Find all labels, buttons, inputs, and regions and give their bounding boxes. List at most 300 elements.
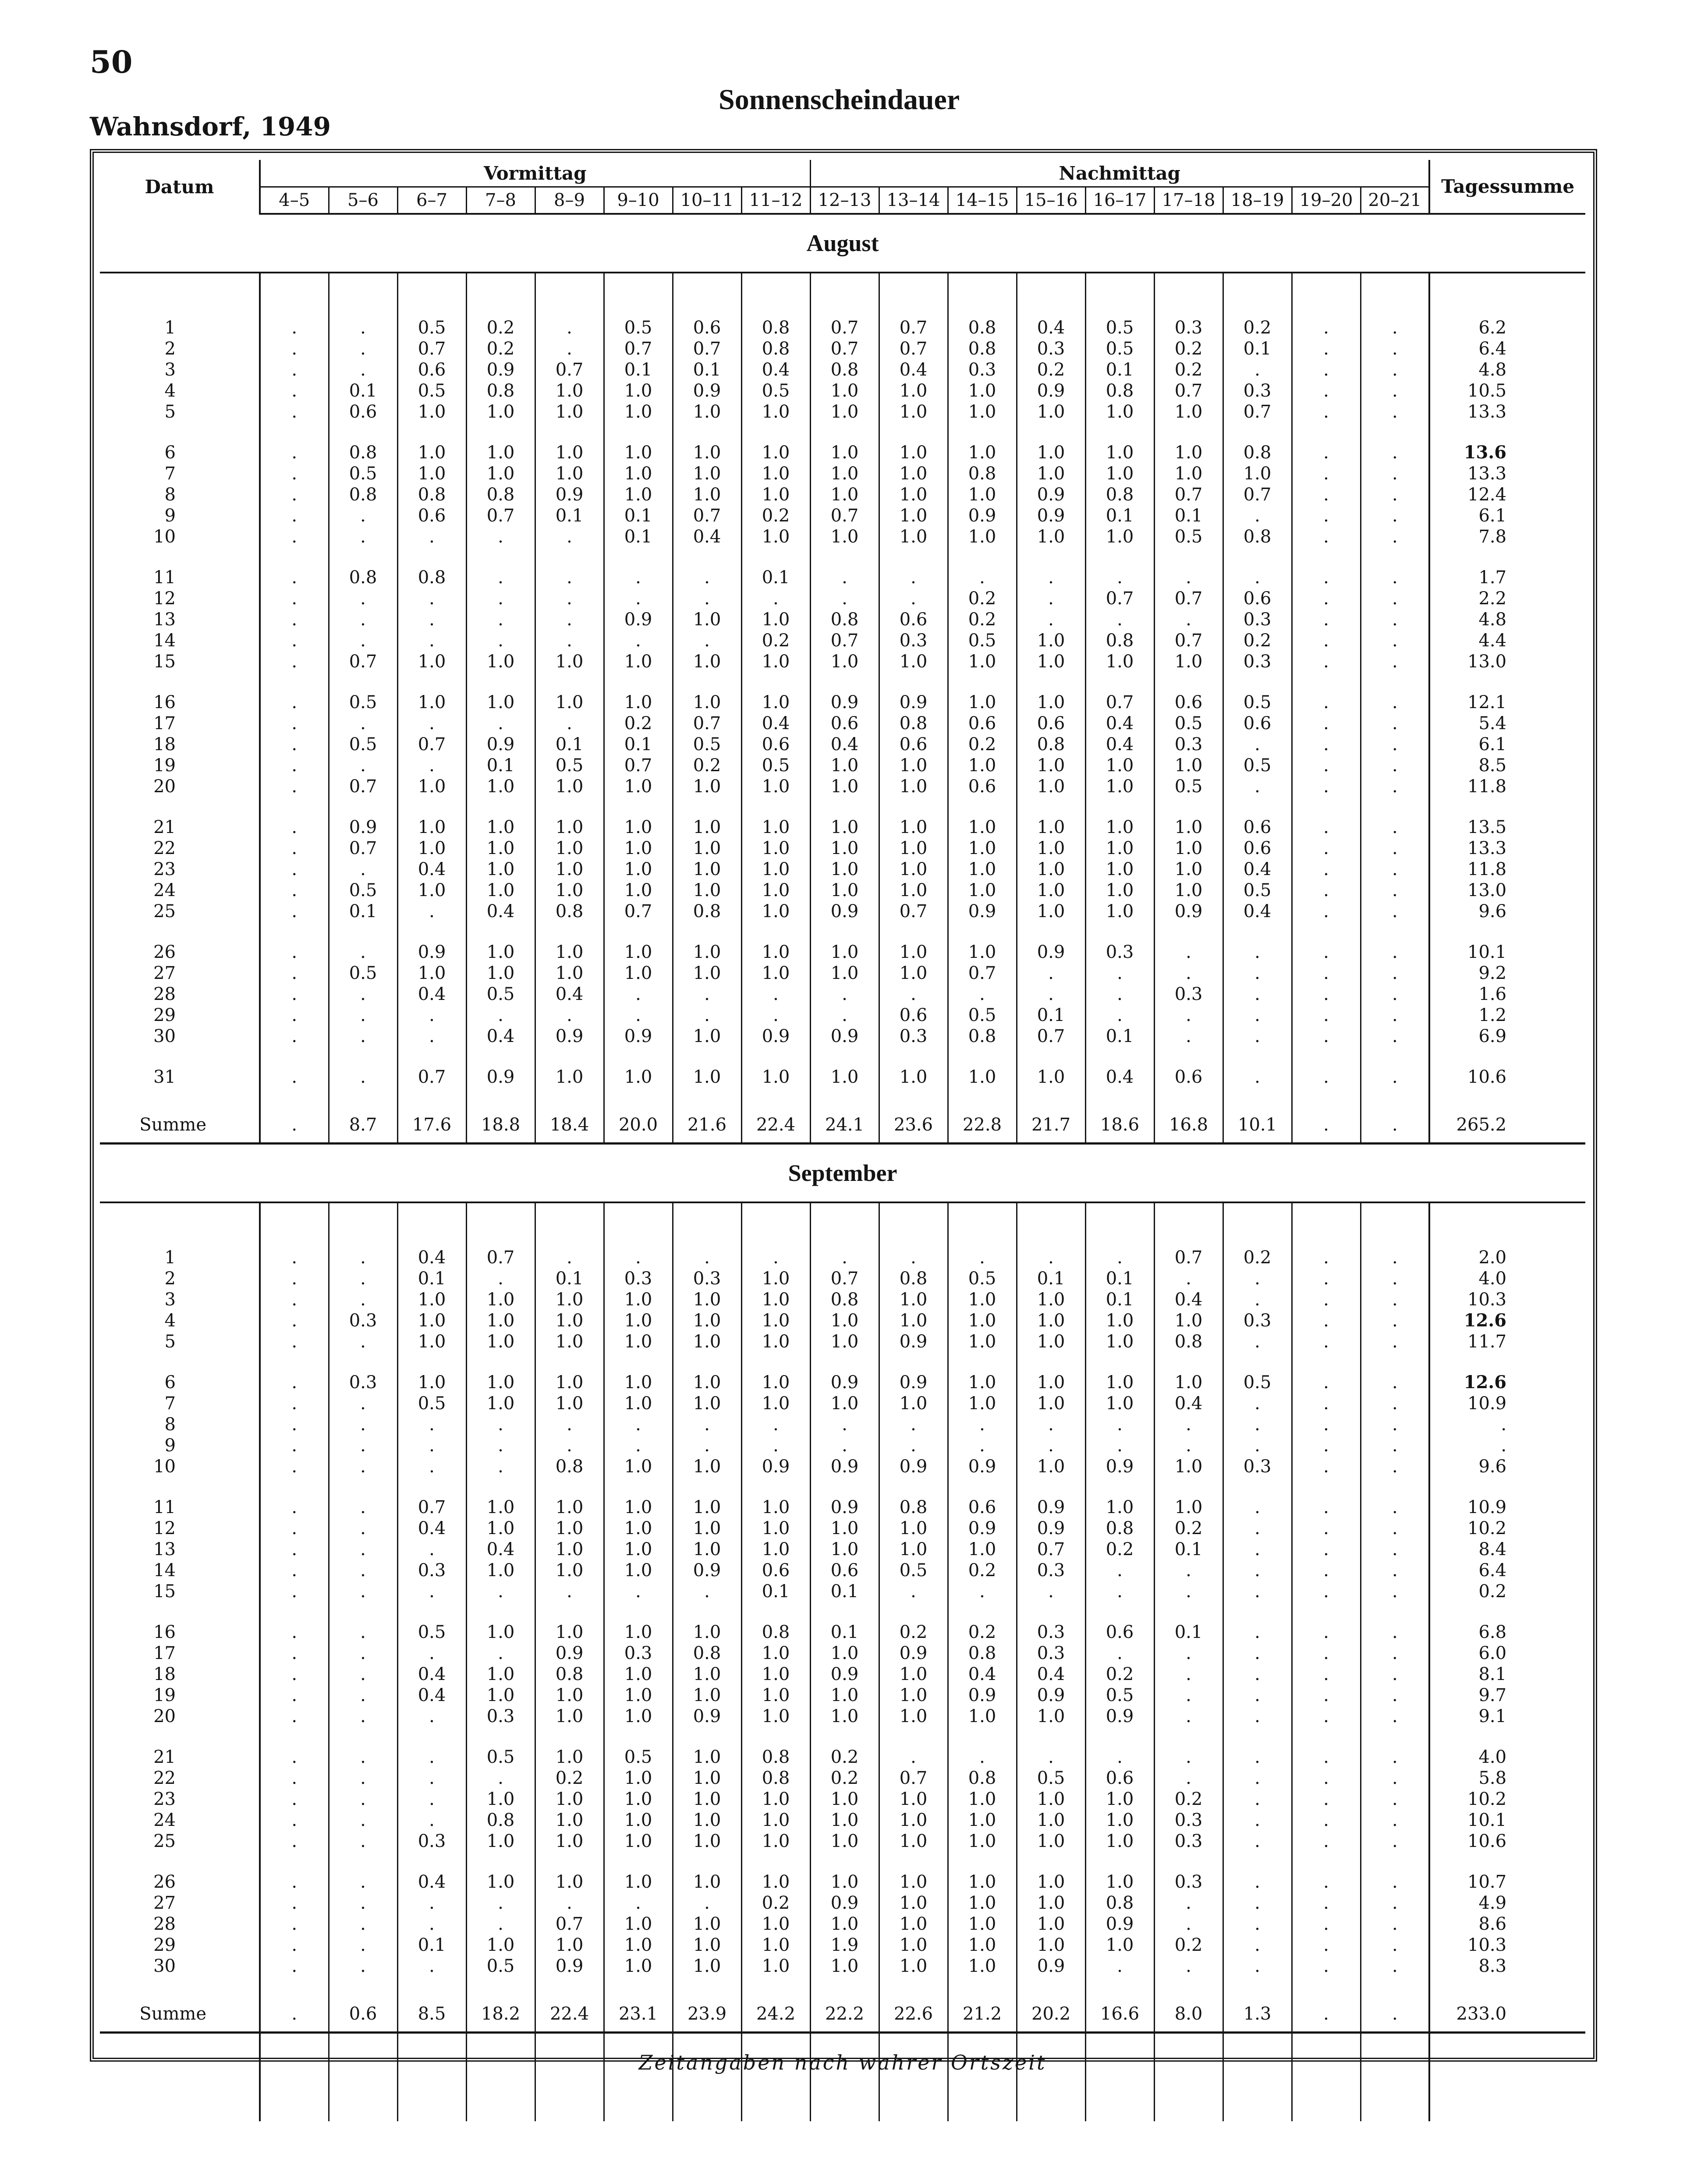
spacer-cell [1085,922,1154,942]
hour-value-cell: . [260,901,329,922]
hour-value-cell: . [604,1581,673,1602]
spacer-cell [466,422,535,442]
hour-header: 10–11 [673,187,741,214]
hour-value-cell: 0.9 [879,1372,948,1393]
hour-value-cell: 0.4 [1017,317,1085,338]
hour-value-cell: 0.7 [1085,692,1154,713]
hour-value-cell: . [673,1005,741,1026]
spacer-cell [329,797,397,817]
hour-value-cell: 0.9 [1085,1456,1154,1477]
hour-value-cell: 1.0 [810,1518,879,1539]
date-cell: 18 [100,1664,260,1685]
spacer-cell [879,1352,948,1372]
hour-value-cell: . [397,1768,466,1789]
hour-value-cell: . [1085,1247,1154,1268]
hour-value-cell: 0.3 [1154,734,1223,755]
hour-value-cell: . [1361,1289,1429,1310]
date-cell: 25 [100,901,260,922]
hour-value-cell: 1.0 [1154,463,1223,484]
spacer-cell [535,2033,604,2122]
hour-value-cell: . [466,713,535,734]
spacer-cell [466,547,535,567]
hour-value-cell: 1.0 [466,1497,535,1518]
table-row [100,734,1585,755]
hour-value-cell: 1.0 [1154,1497,1223,1518]
hour-value-cell: . [948,1247,1017,1268]
hour-value-cell: 0.5 [741,755,810,776]
spacer-cell [810,2033,879,2122]
hour-value-cell: 0.1 [1154,1539,1223,1560]
hour-value-cell: 1.0 [810,963,879,984]
hour-value-cell: . [1292,1289,1361,1310]
hour-value-cell: 0.1 [535,1268,604,1289]
date-cell: 3 [100,1289,260,1310]
hour-value-cell: 0.5 [948,1268,1017,1289]
hour-header: 16–17 [1085,187,1154,214]
hour-value-cell: . [1292,1518,1361,1539]
hour-value-cell: 0.3 [329,1310,397,1331]
spacer-cell [397,1088,466,1107]
hour-value-cell: 22.2 [810,1996,879,2033]
hour-value-cell: 0.9 [741,1456,810,1477]
hour-value-cell: . [1361,984,1429,1005]
hour-value-cell: . [329,1289,397,1310]
hour-value-cell: 1.0 [397,1372,466,1393]
hour-value-cell: 0.9 [604,1026,673,1047]
hour-value-cell: . [329,1685,397,1706]
hour-value-cell: . [1361,651,1429,672]
hour-value-cell: 1.0 [1154,880,1223,901]
hour-value-cell: 1.0 [741,942,810,963]
spacer-cell [1292,2033,1361,2122]
hour-value-cell: . [397,1414,466,1435]
hour-value-cell: 1.0 [810,817,879,838]
hour-value-cell: . [741,1247,810,1268]
date-cell: 6 [100,1372,260,1393]
hour-value-cell: 0.7 [604,901,673,922]
hour-value-cell: . [260,1810,329,1831]
hour-value-cell: 1.0 [673,1456,741,1477]
date-cell: 3 [100,359,260,380]
hour-value-cell: 0.2 [1154,359,1223,380]
spacer-cell [100,922,260,942]
hour-value-cell: 1.0 [535,880,604,901]
hour-value-cell: . [397,1539,466,1560]
spacer-cell [260,1352,329,1372]
hour-value-cell: 0.6 [741,1560,810,1581]
hour-value-cell: 1.0 [397,1289,466,1310]
spacer-cell [810,1202,879,1247]
spacer-cell [948,1602,1017,1622]
hour-value-cell: 0.8 [879,1268,948,1289]
hour-value-cell: . [329,1456,397,1477]
hour-value-cell: . [329,1581,397,1602]
spacer-cell [1429,1477,1585,1497]
hour-value-cell: 1.0 [741,1935,810,1956]
table-row [100,567,1585,588]
hour-value-cell: 1.0 [604,1456,673,1477]
hour-value-cell: 1.0 [673,1310,741,1331]
hour-value-cell: 0.4 [466,1539,535,1560]
hour-value-cell: . [329,526,397,547]
hour-value-cell: . [1085,1414,1154,1435]
spacer-cell [260,1047,329,1067]
hour-value-cell: . [1292,901,1361,922]
hour-value-cell: 0.6 [948,776,1017,797]
hour-value-cell: 1.0 [741,1289,810,1310]
hour-value-cell: . [1292,1685,1361,1706]
hour-value-cell: 1.0 [948,442,1017,463]
hour-value-cell: 1.0 [741,1706,810,1727]
hour-value-cell: 23.9 [673,1996,741,2033]
hour-value-cell: 1.0 [604,692,673,713]
hour-value-cell: 1.0 [535,776,604,797]
hour-value-cell: 1.0 [1085,1810,1154,1831]
hour-value-cell: . [673,588,741,609]
hour-value-cell: 1.0 [879,1393,948,1414]
hour-value-cell: 0.9 [1085,1706,1154,1727]
spacer-cell [1292,672,1361,692]
day-total-cell: 13.0 [1429,880,1585,901]
day-total-cell: 10.1 [1429,942,1585,963]
spacer-cell [329,422,397,442]
day-total-cell: 10.5 [1429,380,1585,401]
spacer-cell [260,1727,329,1747]
hour-value-cell: . [1017,609,1085,630]
hour-value-cell: . [1223,1871,1292,1893]
hour-value-cell: 0.5 [673,734,741,755]
hour-value-cell: . [1292,1581,1361,1602]
day-total-cell: 13.3 [1429,463,1585,484]
spacer-cell [673,1088,741,1107]
table-row [100,1935,1585,1956]
date-cell: 9 [100,505,260,526]
hour-value-cell: 0.2 [604,713,673,734]
spacer-cell [260,1088,329,1107]
hour-value-cell: . [1361,692,1429,713]
hour-value-cell: 1.0 [673,776,741,797]
hour-value-cell: . [1154,1706,1223,1727]
hour-value-cell: 0.1 [1154,505,1223,526]
hour-value-cell: 1.0 [673,651,741,672]
day-total-cell: 10.9 [1429,1393,1585,1414]
table-row [100,1810,1585,1831]
hour-value-cell: . [1361,776,1429,797]
hour-value-cell: . [397,630,466,651]
hour-value-cell: 16.8 [1154,1107,1223,1144]
station-label: Wahnsdorf, 1949 [90,112,331,142]
hour-value-cell: . [1292,609,1361,630]
hour-value-cell: . [260,859,329,880]
header-row-groups [100,160,1585,187]
hour-value-cell: 1.0 [673,1372,741,1393]
hour-value-cell: 1.0 [466,942,535,963]
spacer-row [100,1088,1585,1107]
hour-value-cell: . [329,1414,397,1435]
spacer-cell [100,422,260,442]
hour-value-cell: . [1361,734,1429,755]
hour-value-cell: . [260,317,329,338]
table-row [100,838,1585,859]
spacer-cell [673,2033,741,2122]
hour-value-cell: 1.0 [1085,651,1154,672]
spacer-cell [948,1727,1017,1747]
hour-value-cell: 1.0 [810,1956,879,1977]
hour-value-cell: 1.0 [535,963,604,984]
hour-value-cell: . [397,526,466,547]
hour-value-cell: 0.3 [879,1026,948,1047]
hour-value-cell: . [1223,1560,1292,1581]
hour-value-cell: . [329,1831,397,1852]
hour-value-cell: . [810,984,879,1005]
hour-value-cell: 1.0 [1017,1893,1085,1914]
month-name: September [100,1144,1585,1203]
hour-value-cell: 0.2 [1017,359,1085,380]
hour-value-cell: 0.9 [879,1643,948,1664]
hour-value-cell: . [1154,1664,1223,1685]
hour-value-cell: 1.0 [810,651,879,672]
hour-value-cell: 0.9 [535,1026,604,1047]
page-title: Sonnenscheindauer [719,84,960,116]
hour-value-cell: 0.1 [604,505,673,526]
hour-value-cell: 0.8 [741,338,810,359]
hour-value-cell: 1.0 [1017,1831,1085,1852]
date-cell: 16 [100,1622,260,1643]
day-total-cell: 4.0 [1429,1268,1585,1289]
day-total-cell: 2.2 [1429,588,1585,609]
table-row [100,1685,1585,1706]
hour-value-cell: 1.0 [810,380,879,401]
hour-value-cell: 1.0 [879,1067,948,1088]
hour-header: 20–21 [1361,187,1429,214]
day-total-cell: . [1429,1414,1585,1435]
hour-value-cell: 0.4 [1223,901,1292,922]
hour-value-cell: 0.4 [535,984,604,1005]
hour-value-cell: 1.0 [741,1914,810,1935]
hour-value-cell: . [1223,505,1292,526]
hour-value-cell: 1.0 [741,1871,810,1893]
hour-value-cell: 1.0 [1017,1331,1085,1352]
hour-header: 4–5 [260,187,329,214]
hour-value-cell: . [1292,463,1361,484]
spacer-cell [810,922,879,942]
hour-value-cell: 1.0 [673,1685,741,1706]
hour-value-cell: 0.6 [741,734,810,755]
hour-value-cell: 1.0 [1017,1871,1085,1893]
hour-value-cell: 0.9 [673,380,741,401]
hour-value-cell: . [535,1435,604,1456]
hour-value-cell: 0.8 [397,484,466,505]
hour-value-cell: 1.0 [673,859,741,880]
spacer-cell [329,1202,397,1247]
hour-value-cell: . [1361,1622,1429,1643]
hour-value-cell: 0.9 [1017,505,1085,526]
hour-value-cell: . [673,1414,741,1435]
hour-value-cell: 1.0 [879,817,948,838]
spacer-cell [1361,2033,1429,2122]
hour-value-cell: 8.7 [329,1107,397,1144]
hour-value-cell: . [329,588,397,609]
hour-value-cell: 1.0 [535,651,604,672]
hour-value-cell: . [1361,1914,1429,1935]
hour-value-cell: 0.7 [810,505,879,526]
hour-value-cell: 0.3 [1085,942,1154,963]
hour-value-cell: 1.0 [879,1310,948,1331]
spacer-row [100,547,1585,567]
hour-value-cell: 1.0 [604,463,673,484]
spacer-cell [1017,1047,1085,1067]
spacer-cell [948,1352,1017,1372]
hour-value-cell: 1.0 [948,401,1017,422]
hour-value-cell: . [1292,484,1361,505]
hour-value-cell: . [1154,1685,1223,1706]
hour-value-cell: 1.0 [673,1768,741,1789]
table-row [100,1372,1585,1393]
hour-value-cell: 1.0 [741,838,810,859]
hour-value-cell: . [397,1789,466,1810]
hour-value-cell: . [1292,1893,1361,1914]
spacer-cell [397,1602,466,1622]
spacer-cell [100,1852,260,1871]
spacer-cell [1429,1202,1585,1247]
spacer-cell [1292,1852,1361,1871]
hour-value-cell: . [1223,1914,1292,1935]
hour-value-cell: 0.8 [1085,630,1154,651]
hour-value-cell: . [1361,1996,1429,2033]
hour-value-cell: 1.0 [1017,755,1085,776]
hour-value-cell: . [260,1893,329,1914]
spacer-cell [810,797,879,817]
hour-value-cell: . [1292,1560,1361,1581]
hour-value-cell: 0.1 [1017,1268,1085,1289]
hour-value-cell: 1.0 [673,1026,741,1047]
hour-value-cell: . [329,1622,397,1643]
hour-value-cell: . [1361,1685,1429,1706]
spacer-cell [397,1727,466,1747]
hour-value-cell: . [1292,1107,1361,1144]
table-row [100,630,1585,651]
spacer-cell [1017,547,1085,567]
day-total-cell: 8.5 [1429,755,1585,776]
hour-value-cell: . [741,1005,810,1026]
day-total-cell: 11.7 [1429,1331,1585,1352]
hour-value-cell: 1.0 [810,1685,879,1706]
spacer-cell [100,1202,260,1247]
hour-value-cell: . [260,651,329,672]
hour-value-cell: . [604,567,673,588]
date-cell: 28 [100,984,260,1005]
spacer-cell [604,922,673,942]
hour-value-cell: . [260,1107,329,1144]
hour-value-cell: . [1223,1643,1292,1664]
hour-value-cell: 0.1 [1085,1026,1154,1047]
hour-value-cell: 1.0 [673,1747,741,1768]
spacer-cell [741,1047,810,1067]
table-row [100,588,1585,609]
hour-value-cell: . [1292,588,1361,609]
spacer-cell [100,1352,260,1372]
spacer-cell [260,273,329,317]
hour-value-cell: . [466,1893,535,1914]
hour-value-cell: . [1361,1372,1429,1393]
hour-value-cell: . [260,1581,329,1602]
hour-value-cell: 1.0 [535,1372,604,1393]
hour-value-cell: 0.8 [741,1768,810,1789]
hour-value-cell: 1.0 [1017,1456,1085,1477]
table-row [100,755,1585,776]
hour-value-cell: 1.0 [1154,401,1223,422]
hour-value-cell: 0.6 [1154,692,1223,713]
hour-value-cell: 0.2 [673,755,741,776]
hour-value-cell: 0.2 [948,609,1017,630]
hour-value-cell: . [1154,1560,1223,1581]
hour-value-cell: . [1292,338,1361,359]
hour-value-cell: 0.2 [1223,1247,1292,1268]
spacer-cell [673,922,741,942]
hour-value-cell: 0.1 [810,1581,879,1602]
hour-value-cell: . [1223,1706,1292,1727]
hour-value-cell: 1.0 [1154,1310,1223,1331]
hour-value-cell: 1.0 [1017,1289,1085,1310]
hour-value-cell: 1.0 [879,1289,948,1310]
spacer-cell [1154,1352,1223,1372]
hour-value-cell: . [1223,734,1292,755]
hour-value-cell: 1.0 [466,1393,535,1414]
spacer-row [100,1852,1585,1871]
spacer-cell [1017,1727,1085,1747]
hour-value-cell: . [329,359,397,380]
hour-value-cell: . [1361,1768,1429,1789]
hour-value-cell: . [673,1893,741,1914]
hour-value-cell: . [673,1435,741,1456]
spacer-cell [948,672,1017,692]
hour-value-cell: 1.0 [1017,1393,1085,1414]
hour-value-cell: 0.3 [397,1560,466,1581]
hour-value-cell: 1.0 [1085,1935,1154,1956]
hour-value-cell: . [397,1026,466,1047]
hour-value-cell: 0.8 [1223,442,1292,463]
hour-value-cell: 0.2 [466,338,535,359]
hour-value-cell: 0.9 [1154,901,1223,922]
hour-value-cell: 0.7 [1017,1539,1085,1560]
spacer-cell [1085,1202,1154,1247]
day-total-cell: 9.1 [1429,1706,1585,1727]
hour-value-cell: . [466,609,535,630]
hour-value-cell: 1.0 [535,1539,604,1560]
hour-value-cell: . [329,1560,397,1581]
hour-value-cell: . [260,1026,329,1047]
spacer-cell [1429,273,1585,317]
day-total-cell: 12.1 [1429,692,1585,713]
hour-value-cell: 1.0 [741,442,810,463]
hour-value-cell: 0.9 [1017,1497,1085,1518]
hour-value-cell: 0.2 [741,505,810,526]
hour-value-cell: . [1223,963,1292,984]
spacer-cell [741,1088,810,1107]
hour-value-cell: . [1361,380,1429,401]
hour-value-cell: 1.0 [948,526,1017,547]
spacer-cell [604,1047,673,1067]
spacer-cell [604,1977,673,1996]
hour-value-cell: 1.0 [535,692,604,713]
day-total-cell: 12.4 [1429,484,1585,505]
hour-value-cell: . [1292,651,1361,672]
hour-value-cell: 1.0 [466,1372,535,1393]
spacer-cell [948,422,1017,442]
spacer-cell [100,1088,260,1107]
spacer-cell [604,422,673,442]
hour-value-cell: 0.3 [1017,338,1085,359]
